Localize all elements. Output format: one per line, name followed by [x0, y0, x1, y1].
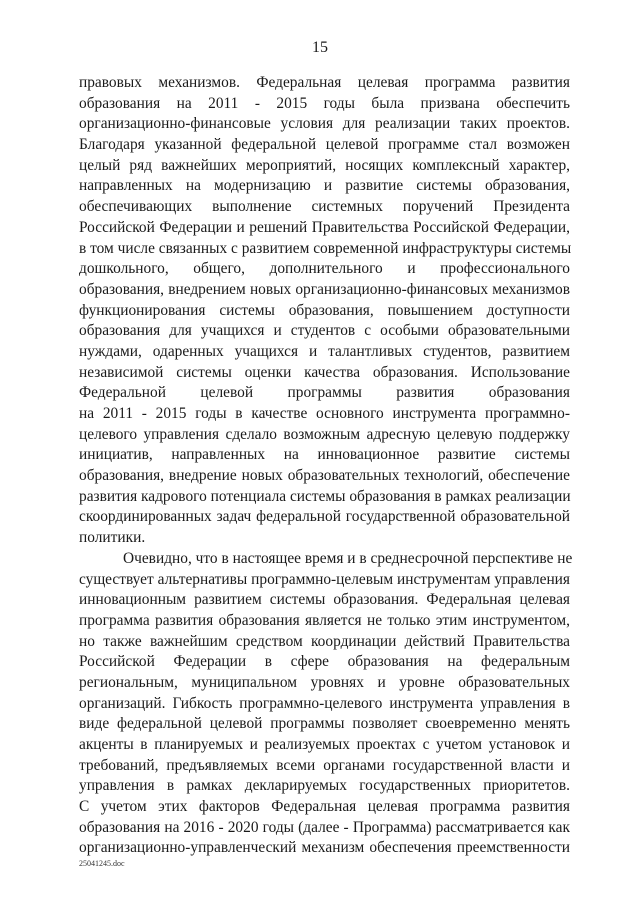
text-line: развития кадрового потенциала системы образования в рамках реализации [79, 487, 571, 505]
text-line: образования, внедрение новых образовательных технологий, обеспечение [79, 467, 570, 485]
text-line: образования, внедрением новых организационно-финансовых механизмов [79, 280, 570, 298]
text-line: независимой системы оценки качества образования. Использование [79, 363, 570, 381]
text-line: Федеральной целевой программы развития образования [79, 384, 570, 402]
text-line: программа развития образования является не только этим инструментом, [79, 611, 570, 629]
page-number: 15 [312, 39, 328, 56]
text-line: Российской Федерации и решений Правительства Российской Федерации, [79, 218, 570, 236]
text-line: управления в рамках декларируемых государственных приоритетов. [79, 777, 570, 795]
text-line: организационно-управленческий механизм обеспечения преемственности [79, 839, 570, 857]
text-line: региональным, муниципальном уровнях и уровне образовательных [79, 673, 570, 691]
text-line: Очевидно, что в настоящее время и в среднесрочной перспективе не [123, 549, 573, 567]
text-line: образования на 2011 - 2015 годы была призвана обеспечить [79, 94, 570, 112]
text-line: функционирования системы образования, повышением доступности [79, 301, 570, 319]
text-line: скоординированных задач федеральной государственной образовательной [79, 508, 570, 526]
text-line: целевого управления сделало возможным адресную целевую поддержку [79, 425, 570, 443]
text-line: инновационным развитием системы образования. Федеральная целевая [79, 591, 570, 609]
text-line: образования для учащихся и студентов с особыми образовательными [79, 322, 570, 340]
text-line: образования на 2016 - 2020 годы (далее - Программа) рассматривается как [79, 818, 570, 836]
text-line: инициатив, направленных на инновационное развитие системы [79, 446, 570, 464]
document-body [79, 73, 573, 859]
text-line: направленных на модернизацию и развитие системы образования, [79, 177, 570, 195]
text-line: дошкольного, общего, дополнительного и профессионального [79, 260, 570, 278]
text-line: но также важнейшим средством координации действий Правительства [79, 632, 570, 650]
text-line: Российской Федерации в сфере образования на федеральным [79, 653, 570, 671]
text-line: политики. [79, 529, 146, 547]
text-line: виде федеральной целевой программы позволяет своевременно менять [79, 715, 570, 733]
text-line: на 2011 - 2015 годы в качестве основного инструмента программно- [79, 405, 570, 422]
text-line: акценты в планируемых и реализуемых проектах с учетом установок и [79, 736, 570, 753]
paragraph [79, 73, 570, 549]
text-line: организаций. Гибкость программно-целевого инструмента управления в [79, 694, 570, 712]
text-line: требований, предъявляемых всеми органами государственной власти и [79, 756, 570, 774]
text-line: организационно-финансовые условия для реализации таких проектов. [79, 115, 570, 133]
footer-filename: 25041245.doc [79, 859, 125, 868]
text-line: обеспечивающих выполнение системных поручений Президента [79, 198, 570, 216]
text-line: Благодаря указанной федеральной целевой программе стал возможен [79, 136, 570, 154]
text-line: в том числе связанных с развитием современной инфраструктуры системы [79, 239, 572, 257]
text-line: целый ряд важнейших мероприятий, носящих комплексный характер, [79, 156, 570, 174]
text-line: правовых механизмов. Федеральная целевая программа развития [79, 74, 570, 91]
paragraph [79, 549, 573, 859]
text-line: С учетом этих факторов Федеральная целевая программа развития [79, 798, 570, 816]
text-line: нуждами, одаренных учащихся и талантливых студентов, развитием [79, 342, 570, 360]
text-line: существует альтернативы программно-целевым инструментам управления [79, 570, 570, 588]
